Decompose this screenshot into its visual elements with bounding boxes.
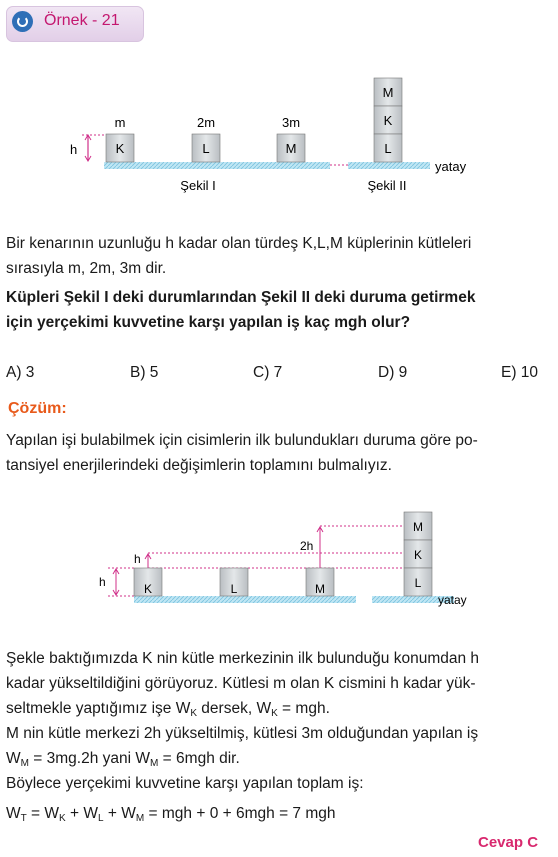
solution-p1: Şekle baktığımızda K nin kütle merkezinin ilk bulunduğu konumdan h <box>6 650 480 667</box>
mass-label: 2m <box>196 115 216 130</box>
example-title: Örnek - 21 <box>44 12 120 29</box>
caption-2: Şekil II <box>367 178 407 193</box>
svg-text:L: L <box>414 576 422 590</box>
solution-p5: $W_M = 3mg.2h$ yani $W_M = 6mgh$ dir. <box>6 750 240 769</box>
solution-p6: Böylece yerçekimi kuvvetine karşı yapılan toplam iş: <box>6 775 364 792</box>
stacked-cubes <box>374 78 402 162</box>
solution-p3: seltmekle yaptığımız işe $W_K$ dersek, $W_K$ = mgh. <box>6 700 330 719</box>
figure-1 <box>0 70 558 200</box>
svg-text:K: K <box>383 113 393 128</box>
solution-p2: kadar yükseltildiğini görüyoruz. Kütlesi m olan K cismini h kadar yük- <box>6 675 476 692</box>
h-label-3: h <box>134 552 141 566</box>
h-label-2: h <box>99 575 106 589</box>
cube-M <box>277 115 305 162</box>
solution-intro-1: Yapılan işi bulabilmek için cisimlerin ilk bulundukları duruma göre po- <box>6 432 478 449</box>
svg-text:M: M <box>315 582 325 596</box>
cube-L <box>192 115 220 162</box>
cube-K <box>106 115 134 162</box>
choice-c[interactable]: C) 7 <box>253 364 283 381</box>
question-bold-1: Küpleri Şekil I deki durumlarından Şekil II deki duruma getirmek <box>6 289 476 306</box>
answer-label: Cevap C <box>478 834 539 851</box>
solution-p7: $W_T = W_K + W_L + W_M$ = mgh + 0 + 6mgh = 7 mgh <box>6 805 336 824</box>
svg-text:K: K <box>413 548 423 562</box>
question-line-1: Bir kenarının uzunluğu h kadar olan türdeş K,L,M küplerinin kütleleri <box>6 235 472 252</box>
ground-label: yatay <box>435 159 467 174</box>
solution-p4: M nin kütle merkezi 2h yükseltilmiş, kütlesi 3m olduğundan yapılan iş <box>6 725 479 742</box>
question-line-2: sırasıyla m, 2m, 3m dir. <box>6 260 167 277</box>
svg-text:M: M <box>285 141 297 156</box>
mass-label: 3m <box>281 115 301 130</box>
svg-text:L: L <box>202 141 210 156</box>
ground-label-2: yatay <box>438 593 467 607</box>
choice-e[interactable]: E) 10 <box>501 364 539 381</box>
svg-text:K: K <box>143 582 153 596</box>
choice-d[interactable]: D) 9 <box>378 364 408 381</box>
ground-1 <box>104 162 330 169</box>
ground-2 <box>348 162 430 169</box>
svg-text:K: K <box>115 141 125 156</box>
mass-label: m <box>114 115 126 130</box>
caption-1: Şekil I <box>180 178 216 193</box>
h-label: h <box>70 142 78 157</box>
2h-label: 2h <box>300 539 314 553</box>
solution-intro-2: tansiyel enerjilerindeki değişimlerin toplamını bulmalıyız. <box>6 457 392 474</box>
solution-heading: Çözüm: <box>8 400 67 417</box>
choice-a[interactable]: A) 3 <box>6 364 35 381</box>
figure-2 <box>0 500 558 615</box>
refresh-icon <box>12 11 33 32</box>
choice-b[interactable]: B) 5 <box>130 364 159 381</box>
svg-text:L: L <box>230 582 238 596</box>
question-bold-2: için yerçekimi kuvvetine karşı yapılan iş kaç mgh olur? <box>6 314 411 331</box>
svg-text:M: M <box>413 520 423 534</box>
svg-text:L: L <box>384 141 392 156</box>
svg-text:M: M <box>382 85 394 100</box>
